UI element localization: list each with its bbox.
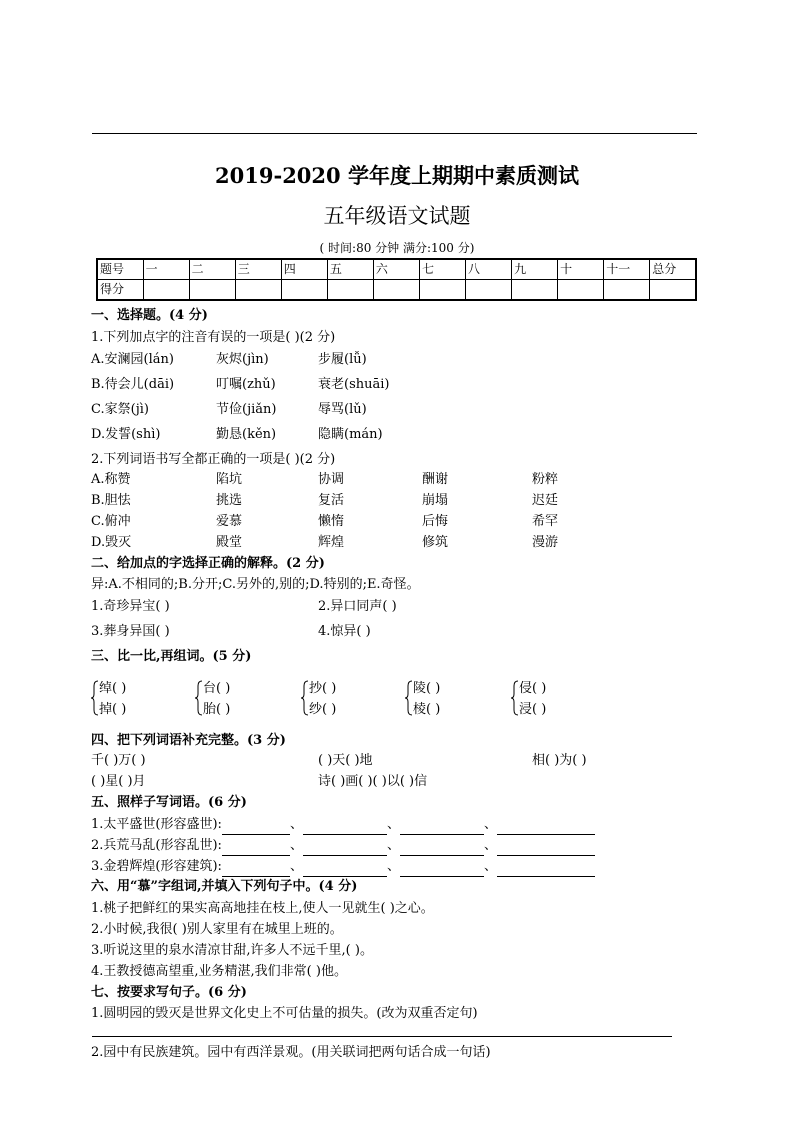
option-text: 灰烬(jìn) — [216, 352, 269, 367]
section-6-heading: 六、用“慕”字组词,并填入下列句子中。(4 分) — [91, 879, 358, 894]
score-input-cell[interactable] — [327, 280, 373, 301]
score-cell: 得分 — [97, 280, 143, 301]
word-pair-item: 浸( ) — [519, 702, 547, 717]
section-5-item — [91, 815, 595, 835]
score-cell: 五 — [327, 259, 373, 280]
answer-blank[interactable] — [303, 841, 387, 856]
score-table-header-row — [97, 259, 696, 280]
idiom-item: 相( )为( ) — [532, 753, 587, 768]
score-input-cell[interactable] — [512, 280, 558, 301]
option-text: 漫游 — [532, 535, 559, 550]
option-text: 协调 — [318, 472, 345, 487]
word-pair-item: 掉( ) — [99, 702, 127, 717]
separator: 、 — [483, 817, 497, 832]
option-text: 迟廷 — [532, 493, 559, 508]
section-5-item-label: 2.兵荒马乱(形容乱世): — [91, 838, 222, 853]
word-pair-item: 棱( ) — [413, 702, 441, 717]
option-text: 懒惰 — [318, 514, 345, 529]
idiom-item: 诗( )画( )( )以( )信 — [318, 774, 428, 789]
exam-meta: ( 时间:80 分钟 满分:100 分) — [319, 241, 475, 255]
separator: 、 — [289, 817, 303, 832]
separator: 、 — [386, 817, 400, 832]
question-1-1: 1.下列加点字的注音有误的一项是( )(2 分) — [91, 330, 336, 345]
separator: 、 — [289, 838, 303, 853]
option-text: 隐瞒(mán) — [318, 427, 383, 442]
section-5-heading: 五、照样子写词语。(6 分) — [91, 795, 247, 810]
word-pair-item: 台( ) — [203, 681, 231, 696]
score-input-cell[interactable] — [466, 280, 512, 301]
option-text: 粉粹 — [532, 472, 559, 487]
option-text: 辱骂(lǔ) — [318, 402, 367, 417]
score-input-cell[interactable] — [419, 280, 465, 301]
option-text: 挑选 — [216, 493, 243, 508]
separator: 、 — [483, 838, 497, 853]
answer-blank[interactable] — [222, 862, 290, 877]
section-2-item: 2.异口同声( ) — [318, 599, 397, 614]
score-cell: 一 — [143, 259, 189, 280]
brace-icon — [195, 680, 203, 716]
section-2-item: 4.惊异( ) — [318, 624, 371, 639]
option-text: A.安澜园(lán) — [91, 352, 174, 367]
answer-blank[interactable] — [303, 862, 387, 877]
option-text: 衰老(shuāi) — [318, 377, 390, 392]
idiom-item: ( )星( )月 — [91, 774, 146, 789]
brace-icon — [511, 680, 519, 716]
score-cell: 十 — [558, 259, 604, 280]
section-6-item: 4.王教授德高望重,业务精湛,我们非常( )他。 — [91, 964, 347, 979]
option-text: 酬谢 — [422, 472, 449, 487]
separator: 、 — [289, 859, 303, 874]
section-2-item: 3.葬身异国( ) — [91, 624, 170, 639]
section-4-heading: 四、把下列词语补充完整。(3 分) — [91, 733, 286, 748]
option-text: 希罕 — [532, 514, 559, 529]
separator: 、 — [386, 838, 400, 853]
section-2-definitions: 异:A.不相同的;B.分开;C.另外的,别的;D.特别的;E.奇怪。 — [91, 577, 420, 592]
score-input-cell[interactable] — [604, 280, 650, 301]
score-input-cell[interactable] — [373, 280, 419, 301]
word-pair-item: 绰( ) — [99, 681, 127, 696]
section-5-item — [91, 836, 595, 856]
section-2-heading: 二、给加点的字选择正确的解释。(2 分) — [91, 556, 325, 571]
score-input-cell[interactable] — [143, 280, 189, 301]
idiom-item: ( )天( )地 — [318, 753, 373, 768]
answer-blank[interactable] — [497, 820, 595, 835]
option-text: D.毁灭 — [91, 535, 132, 550]
section-6-item: 1.桃子把鲜红的果实高高地挂在枝上,使人一见就生( )之心。 — [91, 901, 434, 916]
score-table — [96, 258, 697, 301]
answer-blank[interactable] — [222, 841, 290, 856]
option-text: B.胆怯 — [91, 493, 131, 508]
separator: 、 — [483, 859, 497, 874]
option-text: C.家祭(jì) — [91, 402, 149, 417]
score-cell: 七 — [419, 259, 465, 280]
brace-icon — [91, 680, 99, 716]
section-6-item: 2.小时候,我很( )别人家里有在城里上班的。 — [91, 922, 343, 937]
option-text: C.俯冲 — [91, 514, 131, 529]
answer-blank[interactable] — [400, 862, 484, 877]
score-cell: 二 — [189, 259, 235, 280]
option-text: 节俭(jiǎn) — [216, 402, 277, 417]
idiom-item: 千( )万( ) — [91, 753, 146, 768]
answer-blank[interactable] — [400, 820, 484, 835]
section-2-item: 1.奇珍异宝( ) — [91, 599, 170, 614]
separator: 、 — [386, 859, 400, 874]
brace-icon — [301, 680, 309, 716]
option-text: 复活 — [318, 493, 345, 508]
score-table-score-row — [97, 280, 696, 301]
exam-title: 2019-2020 学年度上期期中素质测试 — [215, 163, 579, 188]
score-cell: 八 — [466, 259, 512, 280]
score-cell: 题号 — [97, 259, 143, 280]
option-text: 步履(lǚ) — [318, 352, 367, 367]
section-1-heading: 一、选择题。(4 分) — [91, 308, 208, 323]
word-pair-item: 胎( ) — [203, 702, 231, 717]
exam-subtitle: 五年级语文试题 — [323, 204, 471, 228]
option-text: A.称赞 — [91, 472, 131, 487]
word-pair-item: 陵( ) — [413, 681, 441, 696]
word-pair-item: 侵( ) — [519, 681, 547, 696]
option-text: 崩塌 — [422, 493, 449, 508]
section-7-item: 2.园中有民族建筑。园中有西洋景观。(用关联词把两句话合成一句话) — [91, 1045, 491, 1060]
answer-blank[interactable] — [303, 820, 387, 835]
score-cell: 四 — [281, 259, 327, 280]
score-input-cell[interactable] — [189, 280, 235, 301]
score-cell: 九 — [512, 259, 558, 280]
option-text: 叮嘱(zhǔ) — [216, 377, 276, 392]
section-3-heading: 三、比一比,再组词。(5 分) — [91, 649, 252, 664]
answer-line[interactable] — [92, 1036, 672, 1037]
answer-blank[interactable] — [222, 820, 290, 835]
brace-icon — [405, 680, 413, 716]
top-rule — [92, 133, 697, 134]
score-cell: 十一 — [604, 259, 650, 280]
answer-blank[interactable] — [497, 862, 595, 877]
score-input-cell[interactable] — [650, 280, 696, 301]
section-5-item — [91, 857, 595, 877]
score-input-cell[interactable] — [281, 280, 327, 301]
option-text: 后悔 — [422, 514, 449, 529]
answer-blank[interactable] — [497, 841, 595, 856]
score-cell: 三 — [235, 259, 281, 280]
option-text: 修筑 — [422, 535, 449, 550]
section-5-item-label: 3.金碧辉煌(形容建筑): — [91, 859, 222, 874]
option-text: 殿堂 — [216, 535, 243, 550]
section-7-heading: 七、按要求写句子。(6 分) — [91, 985, 247, 1000]
option-text: 勤恳(kěn) — [216, 427, 277, 442]
section-7-item: 1.圆明园的毁灭是世界文化史上不可估量的损失。(改为双重否定句) — [91, 1006, 478, 1021]
section-6-item: 3.听说这里的泉水清凉甘甜,许多人不远千里,( )。 — [91, 943, 373, 958]
score-input-cell[interactable] — [558, 280, 604, 301]
score-cell: 总分 — [650, 259, 696, 280]
word-pair-item: 纱( ) — [309, 702, 337, 717]
answer-blank[interactable] — [400, 841, 484, 856]
option-text: 爱慕 — [216, 514, 243, 529]
option-text: B.待会儿(dāi) — [91, 377, 175, 392]
option-text: 陷坑 — [216, 472, 243, 487]
word-pair-item: 抄( ) — [309, 681, 337, 696]
score-input-cell[interactable] — [235, 280, 281, 301]
option-text: 辉煌 — [318, 535, 345, 550]
option-text: D.发誓(shì) — [91, 427, 161, 442]
score-cell: 六 — [373, 259, 419, 280]
question-1-2: 2.下列词语书写全都正确的一项是( )(2 分) — [91, 452, 336, 467]
section-5-item-label: 1.太平盛世(形容盛世): — [91, 817, 222, 832]
